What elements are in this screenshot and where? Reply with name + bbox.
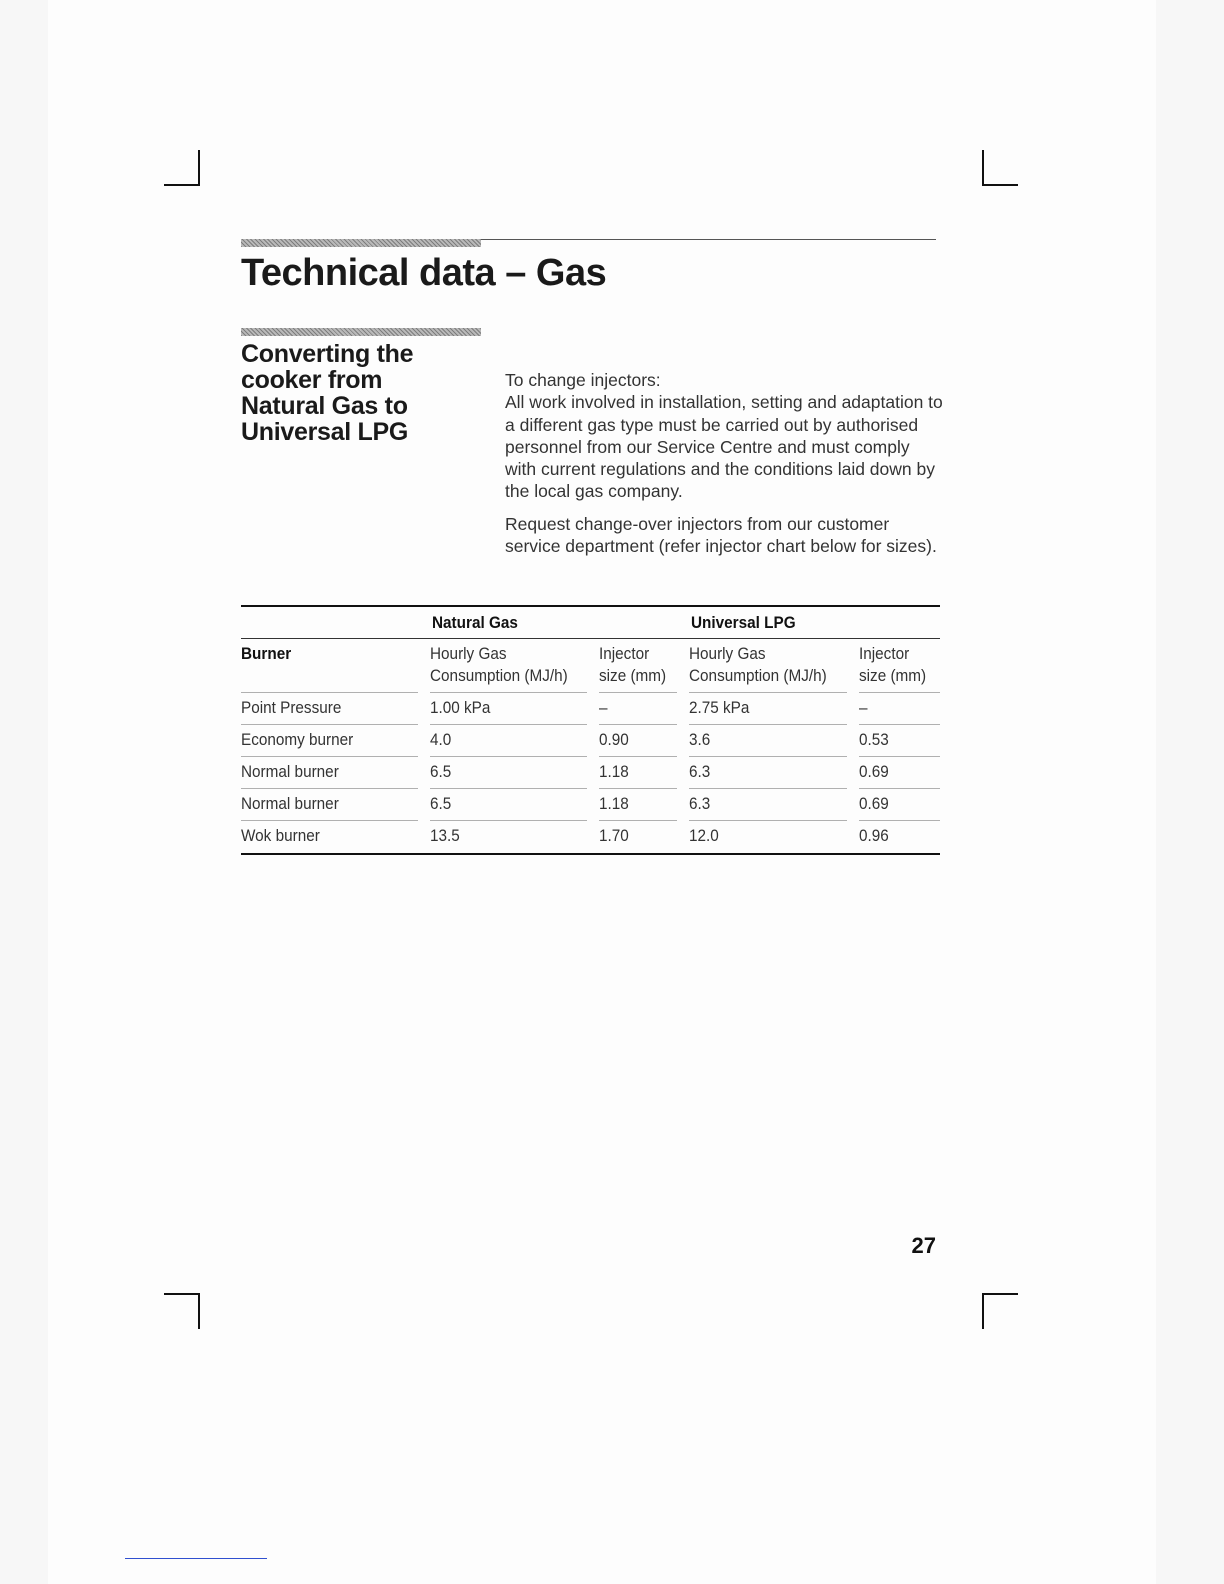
column-header-burner: Burner — [241, 639, 418, 693]
table-cell-ng-hourly: 6.5 — [430, 757, 587, 789]
table-row — [241, 821, 940, 853]
table-cell-lpg-hourly: 2.75 kPa — [689, 693, 847, 725]
table-cell-lpg-hourly: 12.0 — [689, 826, 719, 845]
table-cell-lpg-hourly: 6.3 — [689, 789, 847, 821]
table-cell-burner: Normal burner — [241, 757, 418, 789]
paragraph-injectors: To change injectors: All work involved in installation, setting and adaptation to a different gas type must be carried out by authorised personnel from our Service Centre and must comply with current regulations and the conditions laid down by the local gas company. — [505, 370, 943, 502]
title-hatch-bar — [241, 239, 481, 247]
chart-column-header — [241, 639, 940, 693]
group-header-universal-lpg: Universal LPG — [691, 613, 796, 632]
page-edge-left — [0, 0, 48, 1584]
section-hatch-bar — [241, 328, 481, 336]
chart-bottom-rule — [241, 853, 940, 855]
chart-group-header — [241, 607, 940, 639]
table-cell-lpg-hourly: 6.3 — [689, 757, 847, 789]
table-row — [241, 757, 940, 789]
table-cell-lpg-injector: – — [859, 693, 940, 725]
page-edge-right — [1156, 0, 1224, 1584]
table-row — [241, 693, 940, 725]
table-row — [241, 789, 940, 821]
table-cell-ng-injector: 1.18 — [599, 789, 677, 821]
column-header-lpg-injector: Injector size (mm) — [859, 639, 940, 693]
table-cell-burner: Wok burner — [241, 826, 320, 845]
title-rule — [481, 239, 936, 240]
table-cell-lpg-injector: 0.96 — [859, 826, 889, 845]
table-cell-lpg-injector: 0.53 — [859, 725, 940, 757]
column-header-lpg-hourly: Hourly Gas Consumption (MJ/h) — [689, 639, 847, 693]
table-cell-lpg-injector: 0.69 — [859, 789, 940, 821]
page-title: Technical data – Gas — [241, 252, 607, 294]
crop-mark-top-left — [164, 150, 200, 186]
table-cell-ng-hourly: 1.00 kPa — [430, 693, 587, 725]
section-heading-line: Converting the — [241, 340, 414, 368]
section-heading-line: Natural Gas to — [241, 392, 408, 420]
column-header-ng-injector: Injector size (mm) — [599, 639, 677, 693]
crop-mark-bottom-right — [982, 1293, 1018, 1329]
link-underline — [125, 1558, 267, 1559]
table-cell-lpg-hourly: 3.6 — [689, 725, 847, 757]
table-cell-lpg-injector: 0.69 — [859, 757, 940, 789]
table-cell-ng-injector: 0.90 — [599, 725, 677, 757]
table-cell-burner: Normal burner — [241, 789, 418, 821]
table-cell-ng-hourly: 6.5 — [430, 789, 587, 821]
table-cell-burner: Economy burner — [241, 725, 418, 757]
table-cell-ng-hourly: 13.5 — [430, 826, 460, 845]
section-heading-line: cooker from — [241, 366, 383, 394]
table-cell-ng-injector: 1.18 — [599, 757, 677, 789]
column-header-ng-hourly: Hourly Gas Consumption (MJ/h) — [430, 639, 587, 693]
table-row — [241, 725, 940, 757]
table-cell-ng-injector: 1.70 — [599, 826, 629, 845]
section-body — [505, 369, 945, 557]
section-heading — [241, 341, 481, 445]
group-header-natural-gas: Natural Gas — [432, 613, 518, 632]
table-cell-ng-injector: – — [599, 693, 677, 725]
page-number: 27 — [911, 1233, 936, 1258]
crop-mark-bottom-left — [164, 1293, 200, 1329]
table-cell-burner: Point Pressure — [241, 693, 418, 725]
table-cell-ng-hourly: 4.0 — [430, 725, 587, 757]
section-heading-line: Universal LPG — [241, 418, 408, 446]
injector-chart — [241, 605, 940, 855]
paragraph-request: Request change-over injectors from our customer service department (refer injector chart below for sizes). — [505, 513, 937, 557]
crop-mark-top-right — [982, 150, 1018, 186]
